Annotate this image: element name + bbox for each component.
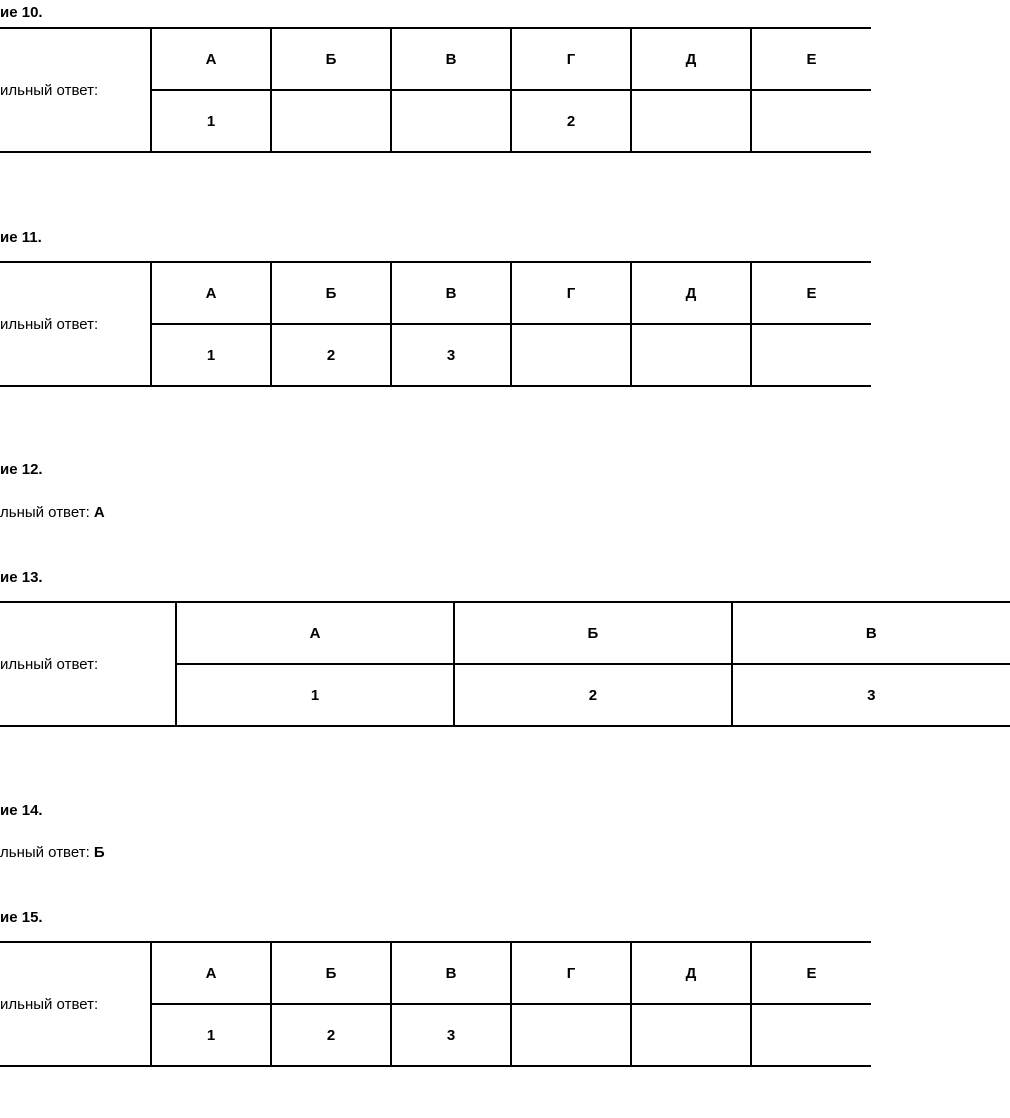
letter-cell: А [151,28,271,90]
answer-cell [631,90,751,152]
letter-cell: Е [751,262,871,324]
task-14-heading: ие 14. [0,802,43,819]
task-12-heading: ие 12. [0,461,43,478]
answer-cell [391,90,511,152]
letter-cell: Б [271,262,391,324]
letter-cell: Г [511,28,631,90]
answer-label: ильный ответ: [0,262,151,386]
answer-cell [751,1004,871,1066]
answer-cell: 1 [151,90,271,152]
letter-cell: Б [271,942,391,1004]
answer-cell: 2 [511,90,631,152]
answer-label: ильный ответ: [0,942,151,1066]
answer-cell [631,1004,751,1066]
answer-cell: 3 [391,324,511,386]
letter-cell: Б [454,602,731,664]
task-10-table [0,27,871,153]
answer-cell [751,90,871,152]
letter-cell: Д [631,262,751,324]
answer-cell: 2 [454,664,731,726]
answer-value: А [93,504,105,521]
answer-cell [271,90,391,152]
letter-cell: В [391,942,511,1004]
answer-prefix: льный ответ: [0,844,90,861]
task-11-table [0,261,871,387]
letter-cell: В [732,602,1010,664]
letter-cell: Е [751,28,871,90]
answer-cell [511,324,631,386]
letter-cell: В [391,262,511,324]
answer-value: Б [93,844,105,861]
answer-prefix: льный ответ: [0,504,90,521]
answer-cell [511,1004,631,1066]
task-10-heading: ие 10. [0,4,43,21]
letter-cell: В [391,28,511,90]
letter-cell: А [176,602,454,664]
task-12-answer [0,504,105,521]
answer-label: ильный ответ: [0,602,176,726]
answer-cell [751,324,871,386]
letter-cell: Д [631,28,751,90]
answer-cell: 1 [151,324,271,386]
task-14-answer [0,844,105,861]
answer-cell: 2 [271,1004,391,1066]
letter-cell: Г [511,942,631,1004]
letter-cell: Д [631,942,751,1004]
answer-cell: 2 [271,324,391,386]
answer-cell: 1 [176,664,454,726]
answer-cell: 3 [732,664,1010,726]
letter-cell: А [151,262,271,324]
answer-label: ильный ответ: [0,28,151,152]
task-15-heading: ие 15. [0,909,43,926]
task-15-table [0,941,871,1067]
letter-cell: Г [511,262,631,324]
letter-cell: Е [751,942,871,1004]
task-13-heading: ие 13. [0,569,43,586]
task-13-table [0,601,1010,727]
answer-cell [631,324,751,386]
letter-cell: А [151,942,271,1004]
answer-cell: 3 [391,1004,511,1066]
task-11-heading: ие 11. [0,229,42,246]
answer-cell: 1 [151,1004,271,1066]
letter-cell: Б [271,28,391,90]
